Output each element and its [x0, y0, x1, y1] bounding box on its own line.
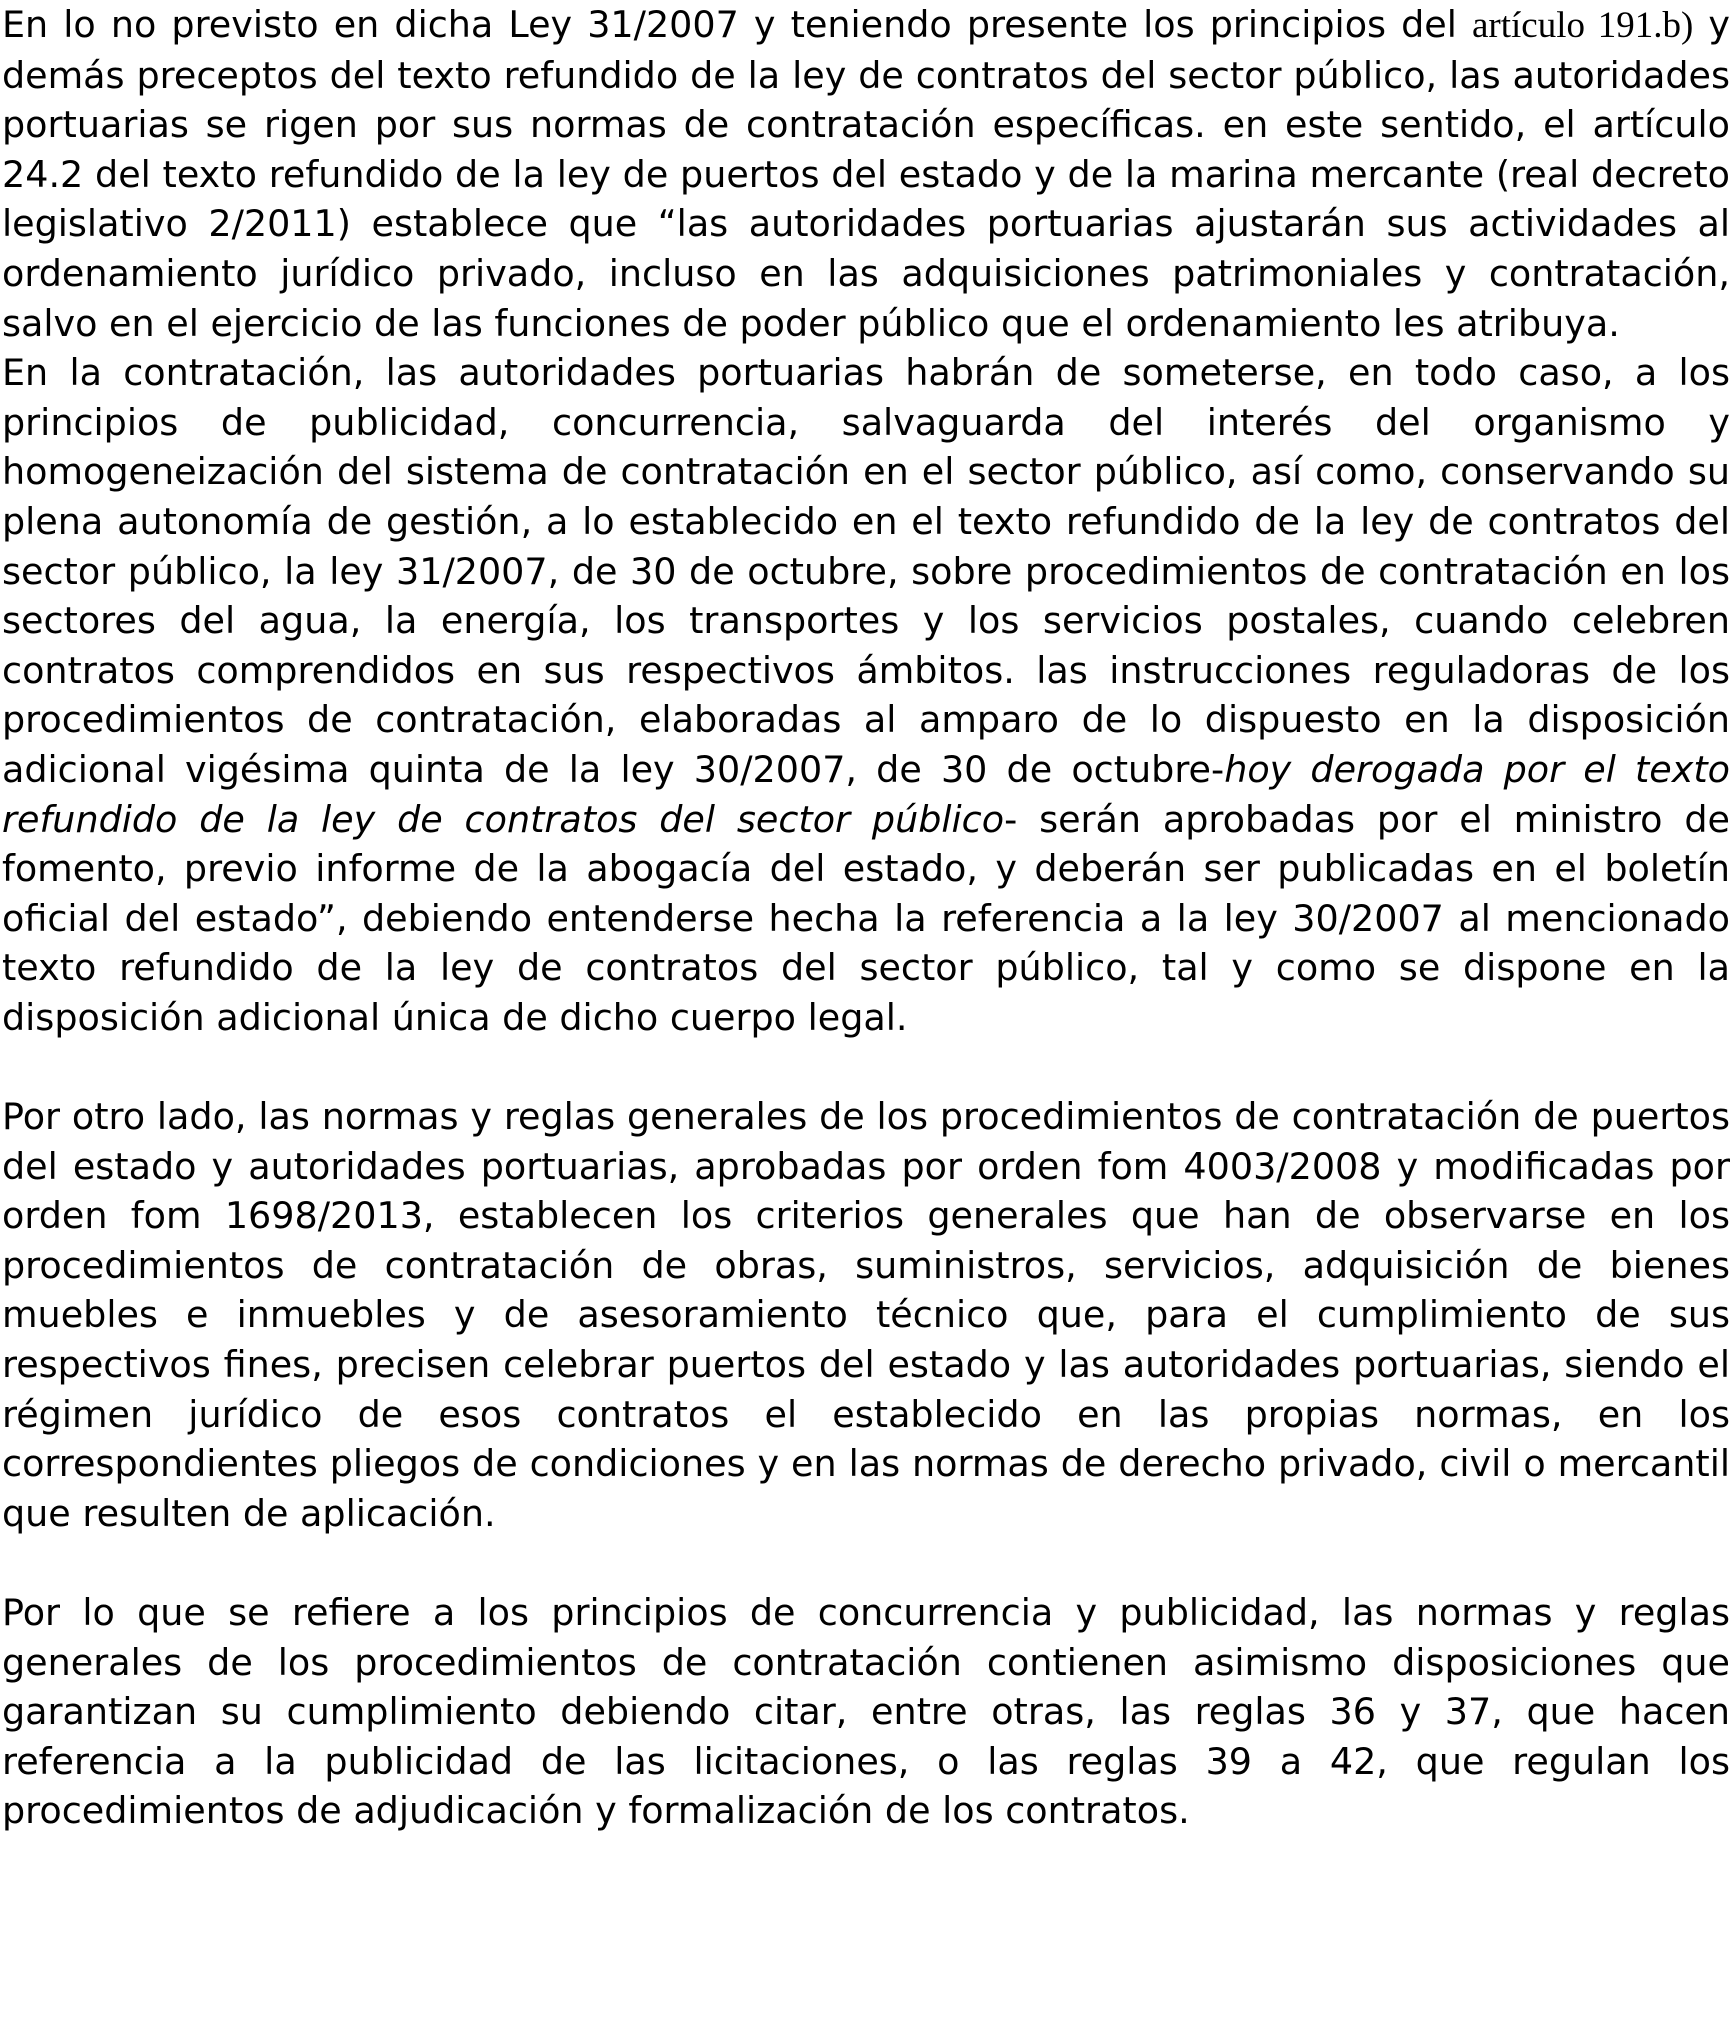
- paragraph-2-text-a: En la contratación, las autoridades portuarias habrán de someterse, en todo caso, a los principios de publicidad, concurrencia, salvaguarda del interés del organismo y homogeneización del sistema de contratación en el sector público, así como, conservando su plena autonomía de gestión, a lo establecido en el texto refundido de la ley de contratos del sector público, la ley 31/2007, de 30 de octubre, sobre procedimientos de contratación en los sectores del agua, la energía, los transportes y los servicios postales, cuando celebren contratos comprendidos en sus respectivos ámbitos. las instrucciones reguladoras de los procedimientos de contratación, elaboradas al amparo de lo dispuesto en la disposición adicional vigésima quinta de la ley 30/2007, de 30 de octubre-: [2, 351, 1730, 791]
- paragraph-4: Por lo que se refiere a los principios de concurrencia y publicidad, las normas y reglas generales de los procedimientos de contratación contienen asimismo disposiciones que garantizan su cumplimiento debiendo citar, entre otras, las reglas 36 y 37, que hacen referencia a la publicidad de las licitaciones, o las reglas 39 a 42, que regulan los procedimientos de adjudicación y formalización de los contratos.: [2, 1591, 1730, 1833]
- italic-note: hoy derogada por el texto refundido de la ley de contratos del sector público: [2, 747, 1731, 841]
- paragraph-2-text-b: - serán aprobadas por el ministro de fomento, previo informe de la abogacía del estado, y deberán ser publicadas en el boletín oficial del estado”, debiendo entenderse hecha la referencia a la ley 30/2007 al mencionado texto refundido de la ley de contratos del sector público, tal y como se dispone en la disposición adicional única de dicho cuerpo legal.: [2, 797, 1730, 1039]
- paragraph-1-text-b: y demás preceptos del texto refundido de la ley de contratos del sector público, las autoridades portuarias se rigen por sus normas de contratación específicas. en este sentido, el artículo 24.2 del texto refundido de la ley de puertos del estado y de la marina mercante (real decreto legislativo 2/2011) establece que “las autoridades portuarias ajustarán sus actividades al ordenamiento jurídico privado, incluso en las adquisiciones patrimoniales y contratación, salvo en el ejercicio de las funciones de poder público que el ordenamiento les atribuya.: [2, 3, 1731, 345]
- article-reference: artículo 191.b): [1471, 5, 1694, 46]
- document-page: [2, 0, 1730, 1836]
- paragraph-3: Por otro lado, las normas y reglas generales de los procedimientos de contratación de puertos del estado y autoridades portuarias, aprobadas por orden fom 4003/2008 y modificadas por orden fom 1698/2013, establecen los criterios generales que han de observarse en los procedimientos de contratación de obras, suministros, servicios, adquisición de bienes muebles e inmuebles y de asesoramiento técnico que, para el cumplimiento de sus respectivos fines, precisen celebrar puertos del estado y las autoridades portuarias, siendo el régimen jurídico de esos contratos el establecido en las propias normas, en los correspondientes pliegos de condiciones y en las normas de derecho privado, civil o mercantil que resulten de aplicación.: [2, 1095, 1730, 1535]
- paragraph-1: [2, 0, 1730, 348]
- paragraph-1-text-a: En lo no previsto en dicha Ley 31/2007 y teniendo presente los principios del: [2, 3, 1472, 46]
- paragraph-2: [2, 348, 1730, 1042]
